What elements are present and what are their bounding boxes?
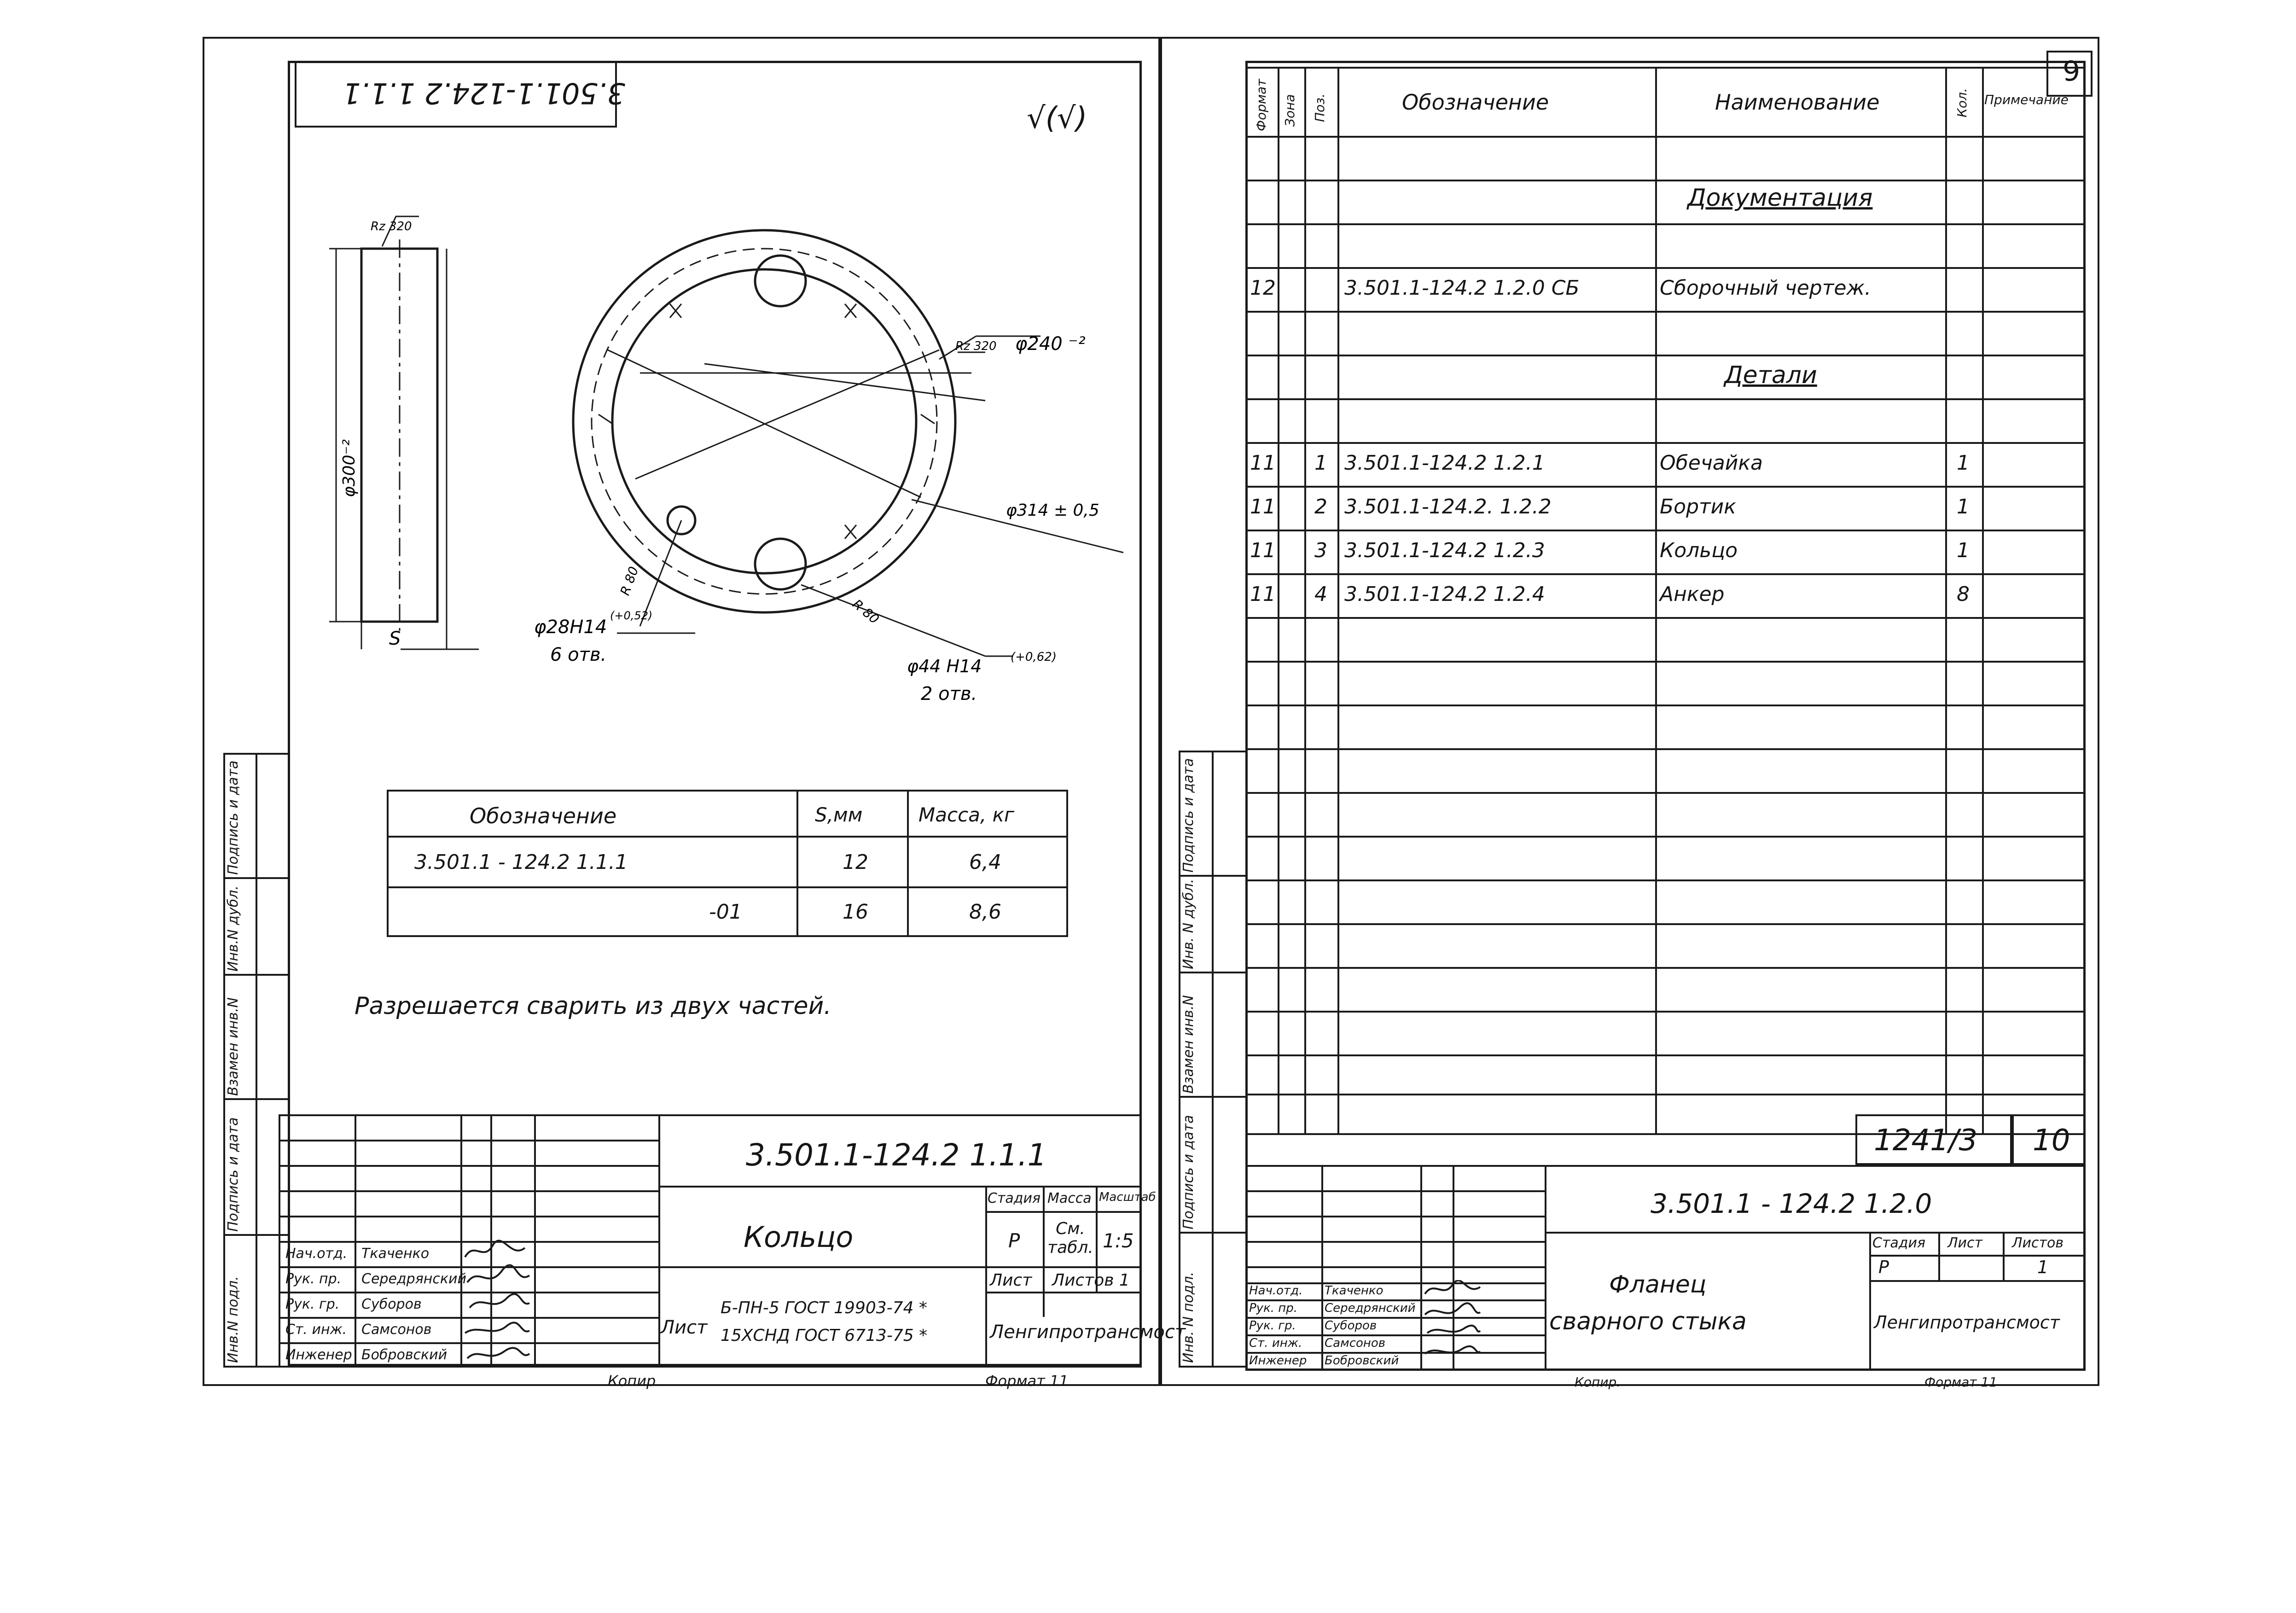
- dim-hole28-count: 6 отв.: [550, 644, 607, 665]
- mass-label: Масса: [1047, 1190, 1092, 1206]
- role-label: Рук. гр.: [1249, 1319, 1296, 1333]
- dim-hole44-count: 2 отв.: [921, 683, 977, 705]
- row-format: 11: [1250, 495, 1276, 518]
- dim-rz-face: Rz 320: [955, 339, 997, 353]
- role-label: Нач.отд.: [1249, 1284, 1303, 1298]
- side-label: Подпись и дата: [225, 1117, 241, 1232]
- side-label: Инв.N дубл.: [225, 885, 241, 972]
- signatures: [460, 1239, 534, 1368]
- dim-hole28: φ28H14: [534, 617, 607, 638]
- outer-circle: [573, 230, 955, 612]
- copy-label: Копир.: [1575, 1374, 1621, 1390]
- role-label: Инженер: [285, 1347, 352, 1363]
- signatures: [1420, 1280, 1485, 1372]
- row-pos: 3: [1314, 539, 1327, 562]
- role-label: Рук. пр.: [285, 1271, 342, 1287]
- signer-name: Суборов: [361, 1296, 422, 1312]
- role-label: Ст. инж.: [1249, 1336, 1302, 1350]
- right-title-block: [1245, 1165, 2086, 1371]
- variants-table: [387, 790, 1068, 937]
- role-label: Ст. инж.: [285, 1322, 347, 1338]
- part-name: Кольцо: [744, 1220, 854, 1254]
- signer-name: Ткаченко: [361, 1246, 430, 1262]
- dim-phi240: φ240 ⁻²: [1015, 333, 1086, 355]
- row-format: 11: [1250, 582, 1276, 606]
- dim-S: S: [389, 628, 401, 649]
- header-qty: Кол.: [1954, 88, 1970, 117]
- table-row-designation: -01: [709, 900, 742, 924]
- archive-sheet: 10: [2033, 1124, 2070, 1158]
- dim-hole44: φ44 H14: [907, 656, 982, 676]
- signer-name: Ткаченко: [1325, 1284, 1383, 1298]
- org-name: Ленгипротрансмост: [1874, 1312, 2060, 1333]
- material-line1: Б-ПН-5 ГОСТ 19903-74 *: [721, 1299, 927, 1317]
- dim-R80-a: R 80: [617, 564, 642, 598]
- side-label: Подпись и дата: [225, 760, 241, 875]
- stage-label: Стадия: [988, 1190, 1041, 1206]
- format-label: Формат 11: [985, 1372, 1069, 1390]
- ring-drawing: [203, 37, 1160, 774]
- header-designation: Обозначение: [1402, 90, 1549, 115]
- archive-number: 1241/3: [1874, 1124, 1978, 1158]
- row-qty: 1: [1957, 539, 1970, 562]
- side-label: Взамен инв.N: [225, 997, 241, 1096]
- stage-value: Р: [1878, 1257, 1889, 1277]
- row-format: 11: [1250, 451, 1276, 475]
- title-code: 3.501.1-124.2 1.1.1: [746, 1137, 1047, 1173]
- dim-hole44-tol: (+0,62): [1011, 650, 1057, 664]
- stage-label: Стадия: [1872, 1235, 1926, 1251]
- sheets-label: Листов: [2012, 1235, 2064, 1251]
- side-label: Подпись и дата: [1180, 1115, 1197, 1229]
- inner-circle: [612, 269, 916, 573]
- row-qty: 1: [1957, 451, 1970, 475]
- header-format: Формат: [1254, 79, 1269, 131]
- signer-name: Середрянский: [1325, 1301, 1416, 1315]
- row-designation: 3.501.1-124.2 1.2.4: [1344, 582, 1545, 606]
- role-label: Рук. гр.: [285, 1296, 340, 1312]
- table-header-mass: Масса, кг: [918, 804, 1015, 826]
- table-row-mass: 8,6: [969, 900, 1001, 924]
- table-row-s: 16: [843, 900, 868, 924]
- roughness-symbol: √(√): [1027, 101, 1087, 135]
- row-pos: 1: [1314, 451, 1327, 475]
- signer-name: Суборов: [1325, 1319, 1377, 1333]
- side-label: Инв. N подл.: [1180, 1271, 1197, 1363]
- signer-name: Бобровский: [361, 1347, 448, 1363]
- row-name: Сборочный чертеж.: [1660, 276, 1872, 300]
- right-side-strip: [1179, 751, 1248, 1368]
- right-sheet: [1160, 37, 2099, 1390]
- header-name: Наименование: [1715, 90, 1880, 115]
- scale-value: 1:5: [1103, 1229, 1134, 1252]
- dim-rz-side: Rz 320: [371, 220, 412, 233]
- org-name: Ленгипротрансмост: [990, 1322, 1186, 1343]
- sheet-label: Лист: [990, 1271, 1032, 1290]
- side-label: Подпись и дата: [1180, 758, 1197, 873]
- row-format: 11: [1250, 539, 1276, 562]
- row-pos: 4: [1314, 582, 1327, 606]
- scale-label: Масштаб: [1099, 1190, 1156, 1204]
- side-view-body: [361, 249, 437, 622]
- section-parts: Детали: [1724, 361, 1817, 389]
- side-label: Взамен инв.N: [1180, 995, 1197, 1094]
- dim-hole28-tol: (+0,52): [610, 609, 653, 622]
- sheets-label: Листов 1: [1052, 1271, 1130, 1290]
- copy-label: Копир.: [608, 1372, 661, 1390]
- role-label: Рук. пр.: [1249, 1301, 1298, 1315]
- dim-phi314: φ314 ± 0,5: [1006, 501, 1099, 520]
- page-badge-number: 9: [2063, 55, 2081, 87]
- signer-name: Бобровский: [1325, 1354, 1399, 1368]
- dim-phi300: φ300⁻²: [340, 439, 359, 497]
- section-documentation: Документация: [1687, 184, 1873, 212]
- material-line2: 15ХСНД ГОСТ 6713-75 *: [721, 1326, 928, 1345]
- stage-value: Р: [1008, 1229, 1020, 1252]
- table-row-s: 12: [843, 850, 868, 874]
- table-header-designation: Обозначение: [470, 804, 617, 828]
- header-note: Примечание: [1984, 92, 2069, 107]
- note-text: Разрешается сварить из двух частей.: [355, 992, 831, 1020]
- header-zone: Зона: [1282, 94, 1297, 127]
- row-designation: 3.501.1-124.2 1.2.3: [1344, 539, 1545, 562]
- row-designation: 3.501.1-124.2. 1.2.2: [1344, 495, 1552, 518]
- header-pos: Поз.: [1312, 93, 1327, 122]
- left-sheet: [203, 37, 1186, 1390]
- row-pos: 2: [1314, 495, 1327, 518]
- row-name: Кольцо: [1660, 539, 1738, 562]
- side-label: Инв.N подл.: [225, 1276, 241, 1363]
- row-name: Анкер: [1660, 582, 1725, 606]
- table-row-designation: 3.501.1 - 124.2 1.1.1: [414, 850, 628, 874]
- mirrored-stamp-code: 3.501.1-124.2 1.1.1: [343, 76, 625, 110]
- dim-R80-b: R 80: [849, 596, 882, 627]
- left-title-block: [279, 1114, 1186, 1368]
- sheet-label: Лист: [1947, 1235, 1983, 1251]
- role-label: Инженер: [1249, 1354, 1307, 1368]
- signer-name: Самсонов: [361, 1322, 432, 1338]
- row-name: Обечайка: [1660, 451, 1763, 475]
- table-header-s: S,мм: [815, 804, 863, 826]
- side-label: Инв. N дубл.: [1180, 879, 1197, 969]
- format-label: Формат 11: [1924, 1374, 1998, 1390]
- row-format: 12: [1250, 276, 1276, 300]
- signer-name: Самсонов: [1325, 1336, 1386, 1350]
- role-label: Нач.отд.: [285, 1246, 348, 1262]
- material-sheet-label: Лист: [661, 1317, 708, 1338]
- sheets-value: 1: [2037, 1257, 2049, 1277]
- row-qty: 1: [1957, 495, 1970, 518]
- row-qty: 8: [1957, 582, 1970, 606]
- mass-value: См. табл.: [1047, 1219, 1093, 1257]
- row-designation: 3.501.1-124.2 1.2.1: [1344, 451, 1545, 475]
- hole-44-bottom: [755, 539, 806, 589]
- signer-name: Середрянский: [361, 1271, 466, 1287]
- row-designation: 3.501.1-124.2 1.2.0 СБ: [1344, 276, 1580, 300]
- hole-44-top: [755, 256, 806, 306]
- spec-table: [1245, 67, 2086, 1135]
- assembly-name-line1: Фланец: [1609, 1271, 1707, 1299]
- row-name: Бортик: [1660, 495, 1736, 518]
- assembly-name-line2: сварного стыка: [1549, 1308, 1747, 1335]
- table-row-mass: 6,4: [969, 850, 1001, 874]
- title-code: 3.501.1 - 124.2 1.2.0: [1651, 1188, 1932, 1219]
